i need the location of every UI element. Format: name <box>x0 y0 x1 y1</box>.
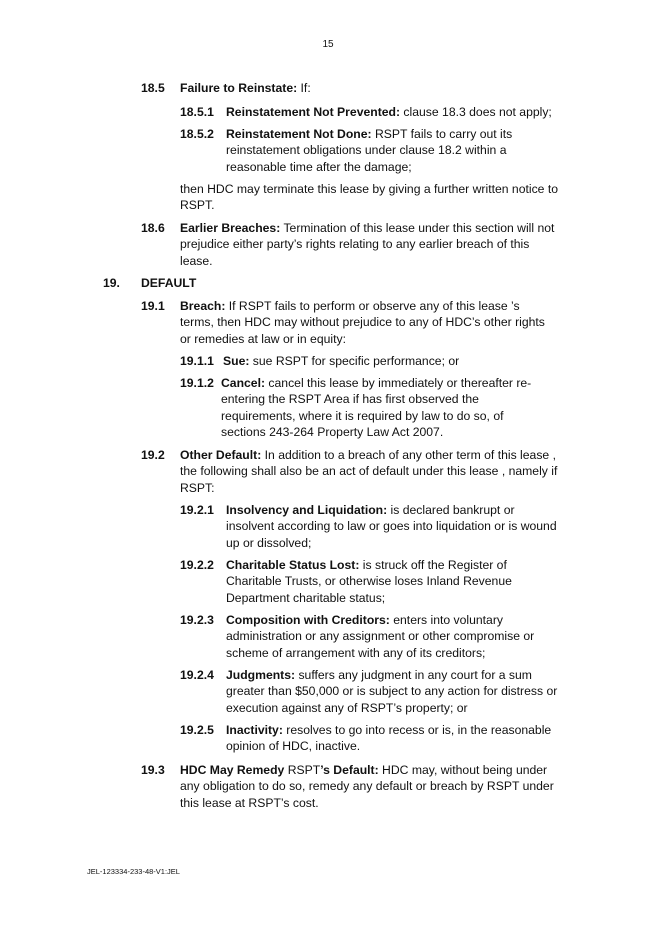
clause-text <box>180 220 556 269</box>
clause-number: 19.3 <box>141 763 165 777</box>
clause-18-6 <box>141 220 561 270</box>
clause-body: clause 18.3 does not apply; <box>400 105 552 119</box>
clause-text <box>226 502 564 551</box>
clause-body: If: <box>297 81 311 95</box>
clause-heading: Inactivity: <box>226 723 283 737</box>
clause-heading: Breach: <box>180 299 226 313</box>
clause-heading: Sue: <box>223 354 250 368</box>
clause-19-1-2 <box>180 375 565 441</box>
clause-number: 19.2 <box>141 448 165 462</box>
clause-text <box>226 557 562 606</box>
clause-number: 19.2.3 <box>180 613 214 627</box>
clause-heading: Reinstatement Not Done: <box>226 127 372 141</box>
clause-body: suffers any judgment in any court for a sum greater than $50,000 or is subject to any action for distress or execution against any of RSPT’s property; or <box>226 668 558 715</box>
clause-heading: Other Default: <box>180 448 262 462</box>
clause-18-5-2 <box>180 126 565 176</box>
clause-heading: Earlier Breaches: <box>180 221 281 235</box>
clause-18-5 <box>141 80 561 97</box>
clause-19-2-1 <box>180 502 565 552</box>
section-number: 19. <box>103 276 120 290</box>
clause-number: 19.1 <box>141 299 165 313</box>
clause-number: 18.5.1 <box>180 105 214 119</box>
clause-text <box>226 612 548 661</box>
clause-heading: Cancel: <box>221 376 266 390</box>
clause-19-2-2 <box>180 557 565 607</box>
clause-heading: Charitable Status Lost: <box>226 558 360 572</box>
clause-heading: HDC May Remedy <box>180 763 285 777</box>
clause-19-1 <box>141 298 561 348</box>
clause-number: 19.1.2 <box>180 376 214 390</box>
clause-text <box>180 80 560 96</box>
clause-text <box>226 722 556 755</box>
clause-body: If RSPT fails to perform or observe any of this lease ’s terms, then HDC may without prejudice to any of HDC’s other rights or remedies at law or in equity: <box>180 299 545 346</box>
clause-body: is declared bankrupt or insolvent according to law or goes into liquidation or is wound up or dissolved; <box>226 503 557 550</box>
clause-19-2 <box>141 447 561 497</box>
clause-heading: Composition with Creditors: <box>226 613 390 627</box>
clause-heading: Insolvency and Liquidation: <box>226 503 388 517</box>
clause-body: In addition to a breach of any other term of this lease , the following shall also be an act of default under this lease , namely if RSPT: <box>180 448 558 495</box>
clause-body: Termination of this lease under this section will not prejudice either party’s rights relating to any earlier breach of this lease. <box>180 221 555 268</box>
clause-text <box>226 667 564 716</box>
clause-number: 19.2.1 <box>180 503 214 517</box>
clause-text <box>226 104 564 120</box>
clause-19-3 <box>141 762 561 812</box>
clause-heading-party: RSPT <box>284 763 321 777</box>
clause-18-5-1 <box>180 104 565 121</box>
clause-19-1-1 <box>180 353 565 370</box>
clause-heading: Reinstatement Not Prevented: <box>226 105 401 119</box>
clause-heading: Failure to Reinstate: <box>180 81 298 95</box>
clause-19-2-5 <box>180 722 565 756</box>
clause-19-2-3 <box>180 612 565 662</box>
clause-text <box>226 126 526 175</box>
clause-text <box>180 762 560 811</box>
clause-18-5-tail: then HDC may terminate this lease by giving a further written notice to RSPT. <box>180 182 558 213</box>
clause-text <box>223 353 563 369</box>
clause-number: 19.2.2 <box>180 558 214 572</box>
clause-number: 19.1.1 <box>180 354 214 368</box>
clause-text <box>221 375 533 441</box>
section-19 <box>103 275 303 292</box>
clause-body: cancel this lease by immediately or thereafter re-entering the RSPT Area if has first observed the requirements, where it is required by law to do so, of sections 243-264 Property Law Act 2007. <box>221 376 532 440</box>
clause-19-2-4 <box>180 667 565 717</box>
clause-body: is struck off the Register of Charitable Trusts, or otherwise loses Inland Revenue Department charitable status; <box>226 558 512 605</box>
clause-heading: Judgments: <box>226 668 296 682</box>
clause-text <box>180 298 552 347</box>
clause-number: 19.2.4 <box>180 668 214 682</box>
clause-number: 19.2.5 <box>180 723 214 737</box>
page-number: 15 <box>322 39 334 50</box>
document-reference: JEL-123334-233-48-V1:JEL <box>87 867 180 876</box>
clause-heading-suffix: ’s Default: <box>320 763 379 777</box>
clause-number: 18.6 <box>141 221 165 235</box>
clause-body: enters into voluntary administration or any assignment or other compromise or scheme of arrangement with any of its creditors; <box>226 613 535 660</box>
clause-body: resolves to go into recess or is, in the reasonable opinion of HDC, inactive. <box>226 723 552 754</box>
clause-body: RSPT fails to carry out its reinstatement obligations under clause 18.2 within a reasonable time after the damage; <box>226 127 513 174</box>
clause-body: HDC may, without being under any obligation to do so, remedy any default or breach by RSPT under this lease at RSPT’s cost. <box>180 763 554 810</box>
section-heading: DEFAULT <box>141 276 197 290</box>
clause-number: 18.5 <box>141 81 165 95</box>
clause-text <box>180 447 562 496</box>
clause-number: 18.5.2 <box>180 127 214 141</box>
clause-body: sue RSPT for specific performance; or <box>249 354 460 368</box>
